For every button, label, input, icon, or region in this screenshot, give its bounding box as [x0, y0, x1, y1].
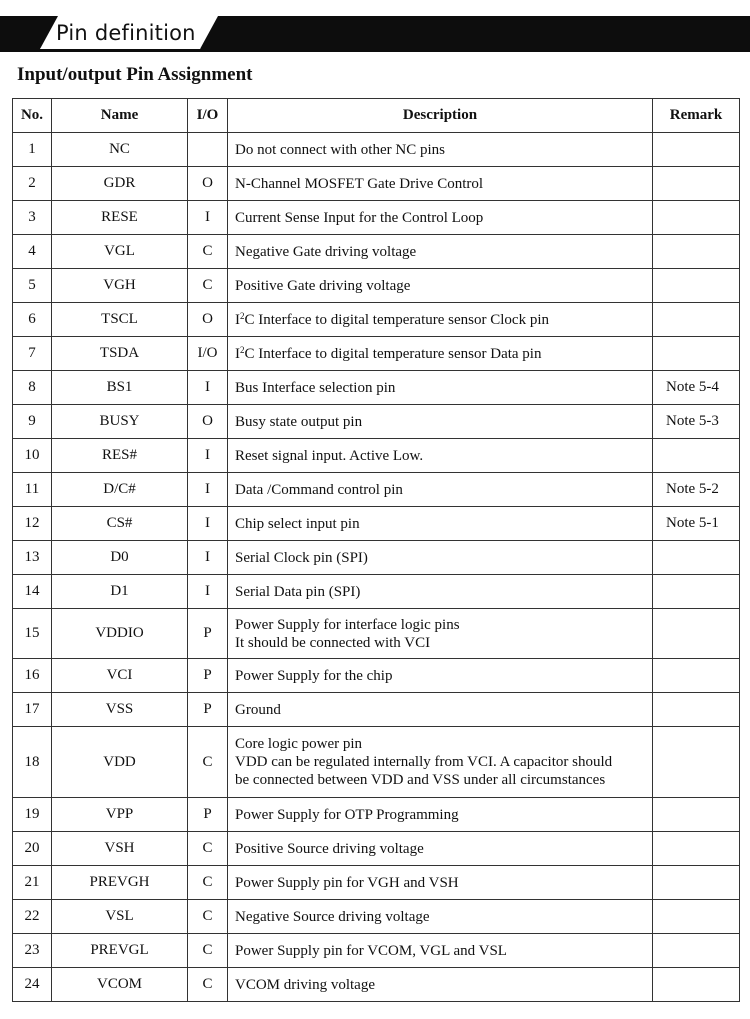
description-line: Power Supply for interface logic pins [235, 616, 460, 633]
cell-remark [653, 337, 740, 371]
cell-io: C [188, 934, 228, 968]
cell-name: RES# [52, 439, 188, 473]
table-header-row [13, 99, 740, 133]
cell-description [228, 473, 653, 507]
cell-remark [653, 439, 740, 473]
description-line: be connected between VDD and VSS under all circumstances [235, 772, 606, 788]
cell-io: I/O [188, 337, 228, 371]
description-line: It should be connected with VCI [235, 634, 431, 651]
description-prefix: I [235, 311, 240, 328]
table-row [13, 439, 740, 473]
description-superscript: 2 [240, 310, 245, 321]
table-row [13, 303, 740, 337]
description-line: Negative Source driving voltage [235, 908, 430, 925]
cell-no: 14 [13, 575, 52, 609]
cell-description [228, 167, 653, 201]
cell-name: VGH [52, 269, 188, 303]
section-banner [0, 16, 750, 52]
cell-no: 12 [13, 507, 52, 541]
table-row [13, 405, 740, 439]
cell-io: C [188, 900, 228, 934]
cell-no: 8 [13, 371, 52, 405]
cell-remark [653, 167, 740, 201]
table-row [13, 798, 740, 832]
cell-io: I [188, 371, 228, 405]
cell-no: 6 [13, 303, 52, 337]
description-line: Busy state output pin [235, 413, 363, 430]
table-row [13, 832, 740, 866]
description-line: Positive Source driving voltage [235, 840, 424, 857]
cell-no: 22 [13, 900, 52, 934]
cell-name: VPP [52, 798, 188, 832]
cell-name: TSDA [52, 337, 188, 371]
cell-io: O [188, 167, 228, 201]
cell-remark [653, 269, 740, 303]
cell-io: I [188, 507, 228, 541]
cell-description [228, 900, 653, 934]
table-row [13, 968, 740, 1002]
table-row [13, 507, 740, 541]
cell-no: 4 [13, 235, 52, 269]
cell-no: 17 [13, 693, 52, 727]
cell-name: BS1 [52, 371, 188, 405]
cell-remark [653, 968, 740, 1002]
cell-io: P [188, 609, 228, 659]
description-line: Power Supply for the chip [235, 667, 393, 684]
table-row [13, 659, 740, 693]
cell-description [228, 727, 653, 798]
table-row [13, 133, 740, 167]
cell-no: 21 [13, 866, 52, 900]
cell-no: 5 [13, 269, 52, 303]
cell-description [228, 866, 653, 900]
description-line: Current Sense Input for the Control Loop [235, 209, 484, 226]
table-row [13, 609, 740, 659]
cell-io: C [188, 727, 228, 798]
cell-description [228, 337, 653, 371]
cell-io: C [188, 832, 228, 866]
cell-no: 7 [13, 337, 52, 371]
description-line: Serial Clock pin (SPI) [235, 549, 368, 566]
cell-description [228, 405, 653, 439]
cell-remark [653, 303, 740, 337]
cell-no: 19 [13, 798, 52, 832]
description-text: C Interface to digital temperature sensor Data pin [244, 345, 542, 362]
cell-description [228, 609, 653, 659]
table-row [13, 900, 740, 934]
description-line: Ground [235, 701, 281, 718]
cell-description [228, 303, 653, 337]
cell-remark [653, 934, 740, 968]
cell-io: I [188, 541, 228, 575]
cell-io: O [188, 303, 228, 337]
description-text: C Interface to digital temperature sensor Clock pin [244, 311, 549, 328]
cell-no: 18 [13, 727, 52, 798]
cell-no: 20 [13, 832, 52, 866]
cell-io: O [188, 405, 228, 439]
cell-no: 2 [13, 167, 52, 201]
cell-name: CS# [52, 507, 188, 541]
cell-remark [653, 541, 740, 575]
cell-description [228, 968, 653, 1002]
cell-description [228, 507, 653, 541]
description-line: Power Supply pin for VGH and VSH [235, 874, 459, 891]
cell-description [228, 832, 653, 866]
cell-io: P [188, 659, 228, 693]
cell-remark: Note 5-1 [653, 507, 740, 541]
table-row [13, 473, 740, 507]
table-body [13, 133, 740, 1002]
cell-io: I [188, 439, 228, 473]
cell-name: VDD [52, 727, 188, 798]
header-remark: Remark [653, 99, 740, 133]
description-line: Serial Data pin (SPI) [235, 583, 361, 600]
cell-description [228, 439, 653, 473]
cell-description [228, 798, 653, 832]
description-line: Bus Interface selection pin [235, 379, 396, 396]
cell-name: VSL [52, 900, 188, 934]
cell-description [228, 269, 653, 303]
table-row [13, 541, 740, 575]
cell-io: C [188, 269, 228, 303]
description-line: Core logic power pin [235, 736, 363, 752]
cell-name: TSCL [52, 303, 188, 337]
table-row [13, 337, 740, 371]
cell-name: D/C# [52, 473, 188, 507]
description-line: VCOM driving voltage [235, 976, 375, 993]
cell-no: 11 [13, 473, 52, 507]
cell-no: 23 [13, 934, 52, 968]
cell-name: PREVGL [52, 934, 188, 968]
table-row [13, 575, 740, 609]
table-row [13, 866, 740, 900]
cell-remark [653, 133, 740, 167]
cell-remark [653, 609, 740, 659]
cell-io: P [188, 798, 228, 832]
cell-no: 1 [13, 133, 52, 167]
description-line: Positive Gate driving voltage [235, 277, 411, 294]
header-name: Name [52, 99, 188, 133]
table-row [13, 235, 740, 269]
cell-remark [653, 693, 740, 727]
table-row [13, 167, 740, 201]
cell-no: 24 [13, 968, 52, 1002]
cell-io: C [188, 866, 228, 900]
cell-name: D1 [52, 575, 188, 609]
cell-description [228, 133, 653, 167]
cell-remark: Note 5-2 [653, 473, 740, 507]
table-row [13, 727, 740, 798]
cell-name: VCI [52, 659, 188, 693]
cell-remark [653, 575, 740, 609]
cell-no: 16 [13, 659, 52, 693]
cell-remark [653, 798, 740, 832]
table-row [13, 693, 740, 727]
cell-name: VGL [52, 235, 188, 269]
header-io: I/O [188, 99, 228, 133]
cell-io: C [188, 968, 228, 1002]
cell-io: I [188, 575, 228, 609]
table-row [13, 371, 740, 405]
cell-no: 9 [13, 405, 52, 439]
cell-remark [653, 832, 740, 866]
cell-name: VCOM [52, 968, 188, 1002]
cell-description [228, 371, 653, 405]
description-superscript: 2 [240, 344, 245, 355]
description-line [235, 311, 652, 329]
cell-name: VDDIO [52, 609, 188, 659]
description-line: Reset signal input. Active Low. [235, 447, 424, 464]
description-line [235, 345, 652, 363]
description-line: Power Supply pin for VCOM, VGL and VSL [235, 942, 507, 959]
cell-remark [653, 235, 740, 269]
description-line: N-Channel MOSFET Gate Drive Control [235, 175, 484, 192]
cell-description [228, 934, 653, 968]
cell-description [228, 693, 653, 727]
cell-name: NC [52, 133, 188, 167]
cell-name: VSH [52, 832, 188, 866]
cell-io: C [188, 235, 228, 269]
cell-name: VSS [52, 693, 188, 727]
cell-no: 10 [13, 439, 52, 473]
cell-description [228, 541, 653, 575]
cell-remark: Note 5-3 [653, 405, 740, 439]
cell-remark [653, 900, 740, 934]
pin-assignment-table [12, 98, 740, 1002]
description-line: Chip select input pin [235, 515, 360, 532]
table-row [13, 269, 740, 303]
description-line: Do not connect with other NC pins [235, 141, 445, 158]
cell-io: I [188, 473, 228, 507]
cell-no: 13 [13, 541, 52, 575]
cell-io: P [188, 693, 228, 727]
cell-name: GDR [52, 167, 188, 201]
cell-no: 15 [13, 609, 52, 659]
cell-description [228, 235, 653, 269]
cell-remark [653, 727, 740, 798]
header-description: Description [228, 99, 653, 133]
cell-name: BUSY [52, 405, 188, 439]
table-row [13, 934, 740, 968]
cell-description [228, 659, 653, 693]
cell-remark [653, 659, 740, 693]
cell-no: 3 [13, 201, 52, 235]
cell-name: PREVGH [52, 866, 188, 900]
cell-io [188, 133, 228, 167]
description-line: Data /Command control pin [235, 481, 403, 498]
description-prefix: I [235, 345, 240, 362]
banner-title: Pin definition [56, 21, 196, 45]
cell-remark: Note 5-4 [653, 371, 740, 405]
description-line: VDD can be regulated internally from VCI. A capacitor should [235, 754, 613, 770]
description-line: Power Supply for OTP Programming [235, 806, 459, 823]
cell-name: RESE [52, 201, 188, 235]
cell-io: I [188, 201, 228, 235]
cell-remark [653, 201, 740, 235]
section-subtitle: Input/output Pin Assignment [17, 64, 253, 85]
cell-name: D0 [52, 541, 188, 575]
table-row [13, 201, 740, 235]
cell-description [228, 575, 653, 609]
header-no: No. [13, 99, 52, 133]
cell-description [228, 201, 653, 235]
cell-remark [653, 866, 740, 900]
description-line: Negative Gate driving voltage [235, 243, 417, 260]
